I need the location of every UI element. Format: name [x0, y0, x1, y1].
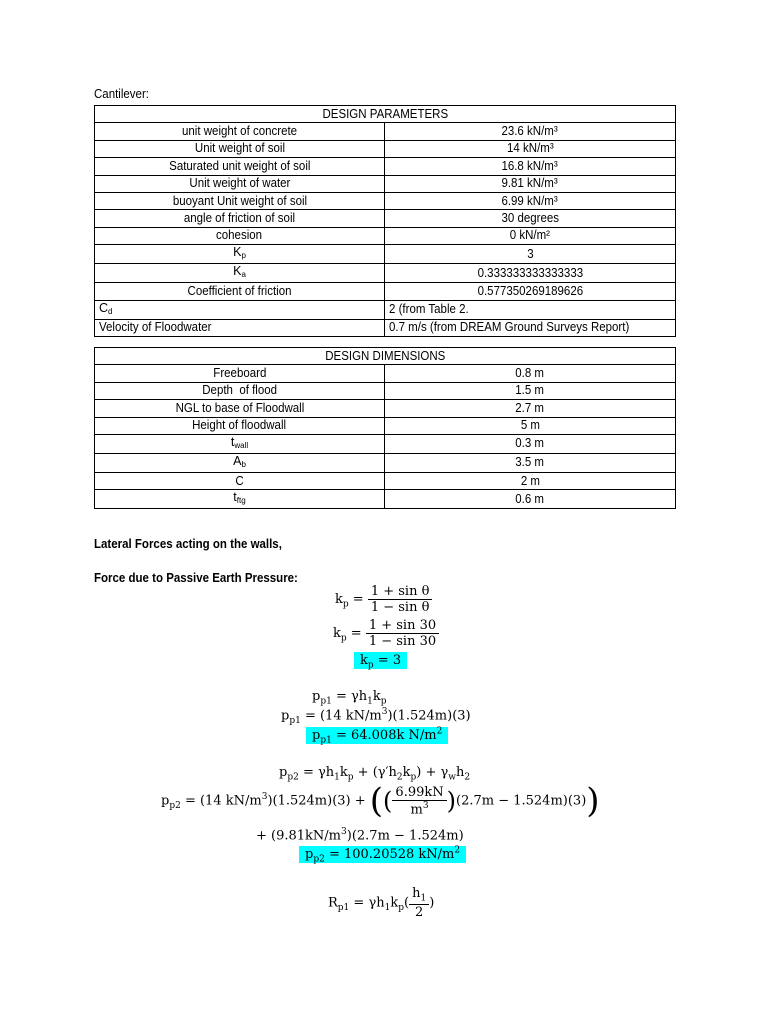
- param-label: unit weight of concrete: [181, 124, 298, 139]
- param-label: angle of friction of soil: [183, 211, 296, 226]
- kp-result: $k_p = 3$: [354, 653, 407, 671]
- dim-label: $t_{ftg}$: [233, 490, 246, 506]
- dim-value: 0.3 m: [515, 436, 545, 451]
- table-row: [95, 453, 676, 472]
- table-row: [95, 490, 676, 509]
- param-value: 0.7 m/s (from DREAM Ground Surveys Report): [389, 320, 630, 335]
- param-label: $K_p$: [233, 245, 246, 261]
- dim-value: 3.5 m: [515, 455, 545, 470]
- dim-label: $t_{wall}$: [230, 434, 249, 450]
- table-row: [95, 472, 676, 489]
- param-label: Unit weight of soil: [194, 141, 285, 156]
- pp2-result: $p_{p2} = 100.20528$ $kN/m^2$: [299, 846, 466, 865]
- param-label: $K_a$: [233, 264, 246, 280]
- table-header: DESIGN PARAMETERS: [322, 106, 448, 121]
- kp-substitution: $k_p$ = $\frac{1 + \sin 30}{1 - \sin 30}$: [333, 618, 439, 649]
- param-label: Coefficient of friction: [187, 283, 292, 298]
- table-row: [95, 417, 676, 434]
- dim-label: $A_b$: [233, 453, 246, 469]
- table-row: [95, 158, 676, 175]
- passive-pressure-heading: Force due to Passive Earth Pressure:: [94, 571, 298, 585]
- dim-value: 1.5 m: [515, 383, 545, 398]
- param-label: cohesion: [216, 228, 263, 243]
- rp1-formula: $R_{p1} = \gamma h_1k_p$( $\frac{h_1}{2}$ ): [328, 886, 435, 920]
- dim-value: 5 m: [520, 418, 540, 433]
- table-row: [95, 227, 676, 244]
- dim-label: Depth of flood: [202, 383, 277, 398]
- param-value: 16.8 kN/m³: [501, 158, 559, 173]
- pp1-formula: $p_{p1} = \gamma h_1k_p$: [312, 689, 387, 707]
- dim-label: Height of floodwall: [192, 418, 287, 433]
- pp2-formula: $p_{p2} = \gamma h_1k_p + (\gamma'h_2k_p) + \gamma_wh_2$: [279, 765, 471, 783]
- param-value: 9.81 kN/m³: [501, 176, 559, 191]
- dim-label: C: [235, 473, 244, 488]
- table-header-row: [95, 348, 676, 365]
- param-value: 0.577350269189626: [477, 283, 583, 298]
- dim-value: 2 m: [520, 473, 540, 488]
- pp1-substitution: $p_{p1} = (14$ $kN/m^3)(1.524m)(3)$: [281, 707, 471, 726]
- param-value: 3: [526, 246, 534, 261]
- pp2-substitution-continued: + $(9.81kN/m^3)(2.7m - 1.524m)$: [256, 827, 464, 844]
- param-value: 6.99 kN/m³: [501, 193, 559, 208]
- table-header: DESIGN DIMENSIONS: [324, 348, 446, 363]
- param-label: Unit weight of water: [189, 176, 290, 191]
- dim-label: NGL to base of Floodwall: [175, 400, 304, 415]
- table-row: [95, 123, 676, 140]
- dim-value: 0.8 m: [515, 366, 545, 381]
- dim-value: 0.6 m: [515, 491, 545, 506]
- lateral-forces-heading: Lateral Forces acting on the walls,: [94, 537, 282, 551]
- param-label: Velocity of Floodwater: [99, 320, 212, 335]
- param-label: $C_d$: [99, 300, 113, 316]
- table-row: [95, 283, 676, 300]
- design-dimensions-table: [94, 347, 676, 509]
- dim-label: Freeboard: [212, 366, 267, 381]
- table-row: [95, 264, 676, 283]
- design-parameters-table: [94, 105, 676, 337]
- section-title: Cantilever:: [94, 87, 149, 101]
- param-label: buoyant Unit weight of soil: [172, 193, 307, 208]
- table-row: [95, 434, 676, 453]
- table-row: [95, 245, 676, 264]
- table-row: [95, 382, 676, 399]
- table-row: [95, 175, 676, 192]
- table-row: [95, 300, 676, 319]
- dim-value: 2.7 m: [515, 400, 545, 415]
- param-value: 2 (from Table 2.: [389, 302, 469, 317]
- pp1-result: $p_{p1} = 64.008k$ $N/m^2$: [306, 727, 448, 746]
- kp-formula: $k_p$ = $\frac{\text{1 + sin θ}}{\text{1 − sin θ}}$: [335, 584, 432, 615]
- table-header-row: [95, 106, 676, 123]
- table-row: [95, 140, 676, 157]
- param-value: 23.6 kN/m³: [501, 124, 559, 139]
- table-row: [95, 365, 676, 382]
- table-row: [95, 210, 676, 227]
- param-label: Saturated unit weight of soil: [168, 158, 311, 173]
- param-value: 14 kN/m³: [506, 141, 554, 156]
- param-value: 0 kN/m²: [509, 228, 551, 243]
- param-value: 0.333333333333333: [477, 265, 583, 280]
- pp2-substitution: $p_{p2} = (14$ $kN/m^3)(1.524m)(3)$ + (( $\frac{6.99kN}{m^3}$ )(2.7m − 1.524m)(3)): [161, 781, 600, 821]
- table-row: [95, 400, 676, 417]
- table-row: [95, 319, 676, 336]
- table-row: [95, 192, 676, 209]
- param-value: 30 degrees: [501, 211, 559, 226]
